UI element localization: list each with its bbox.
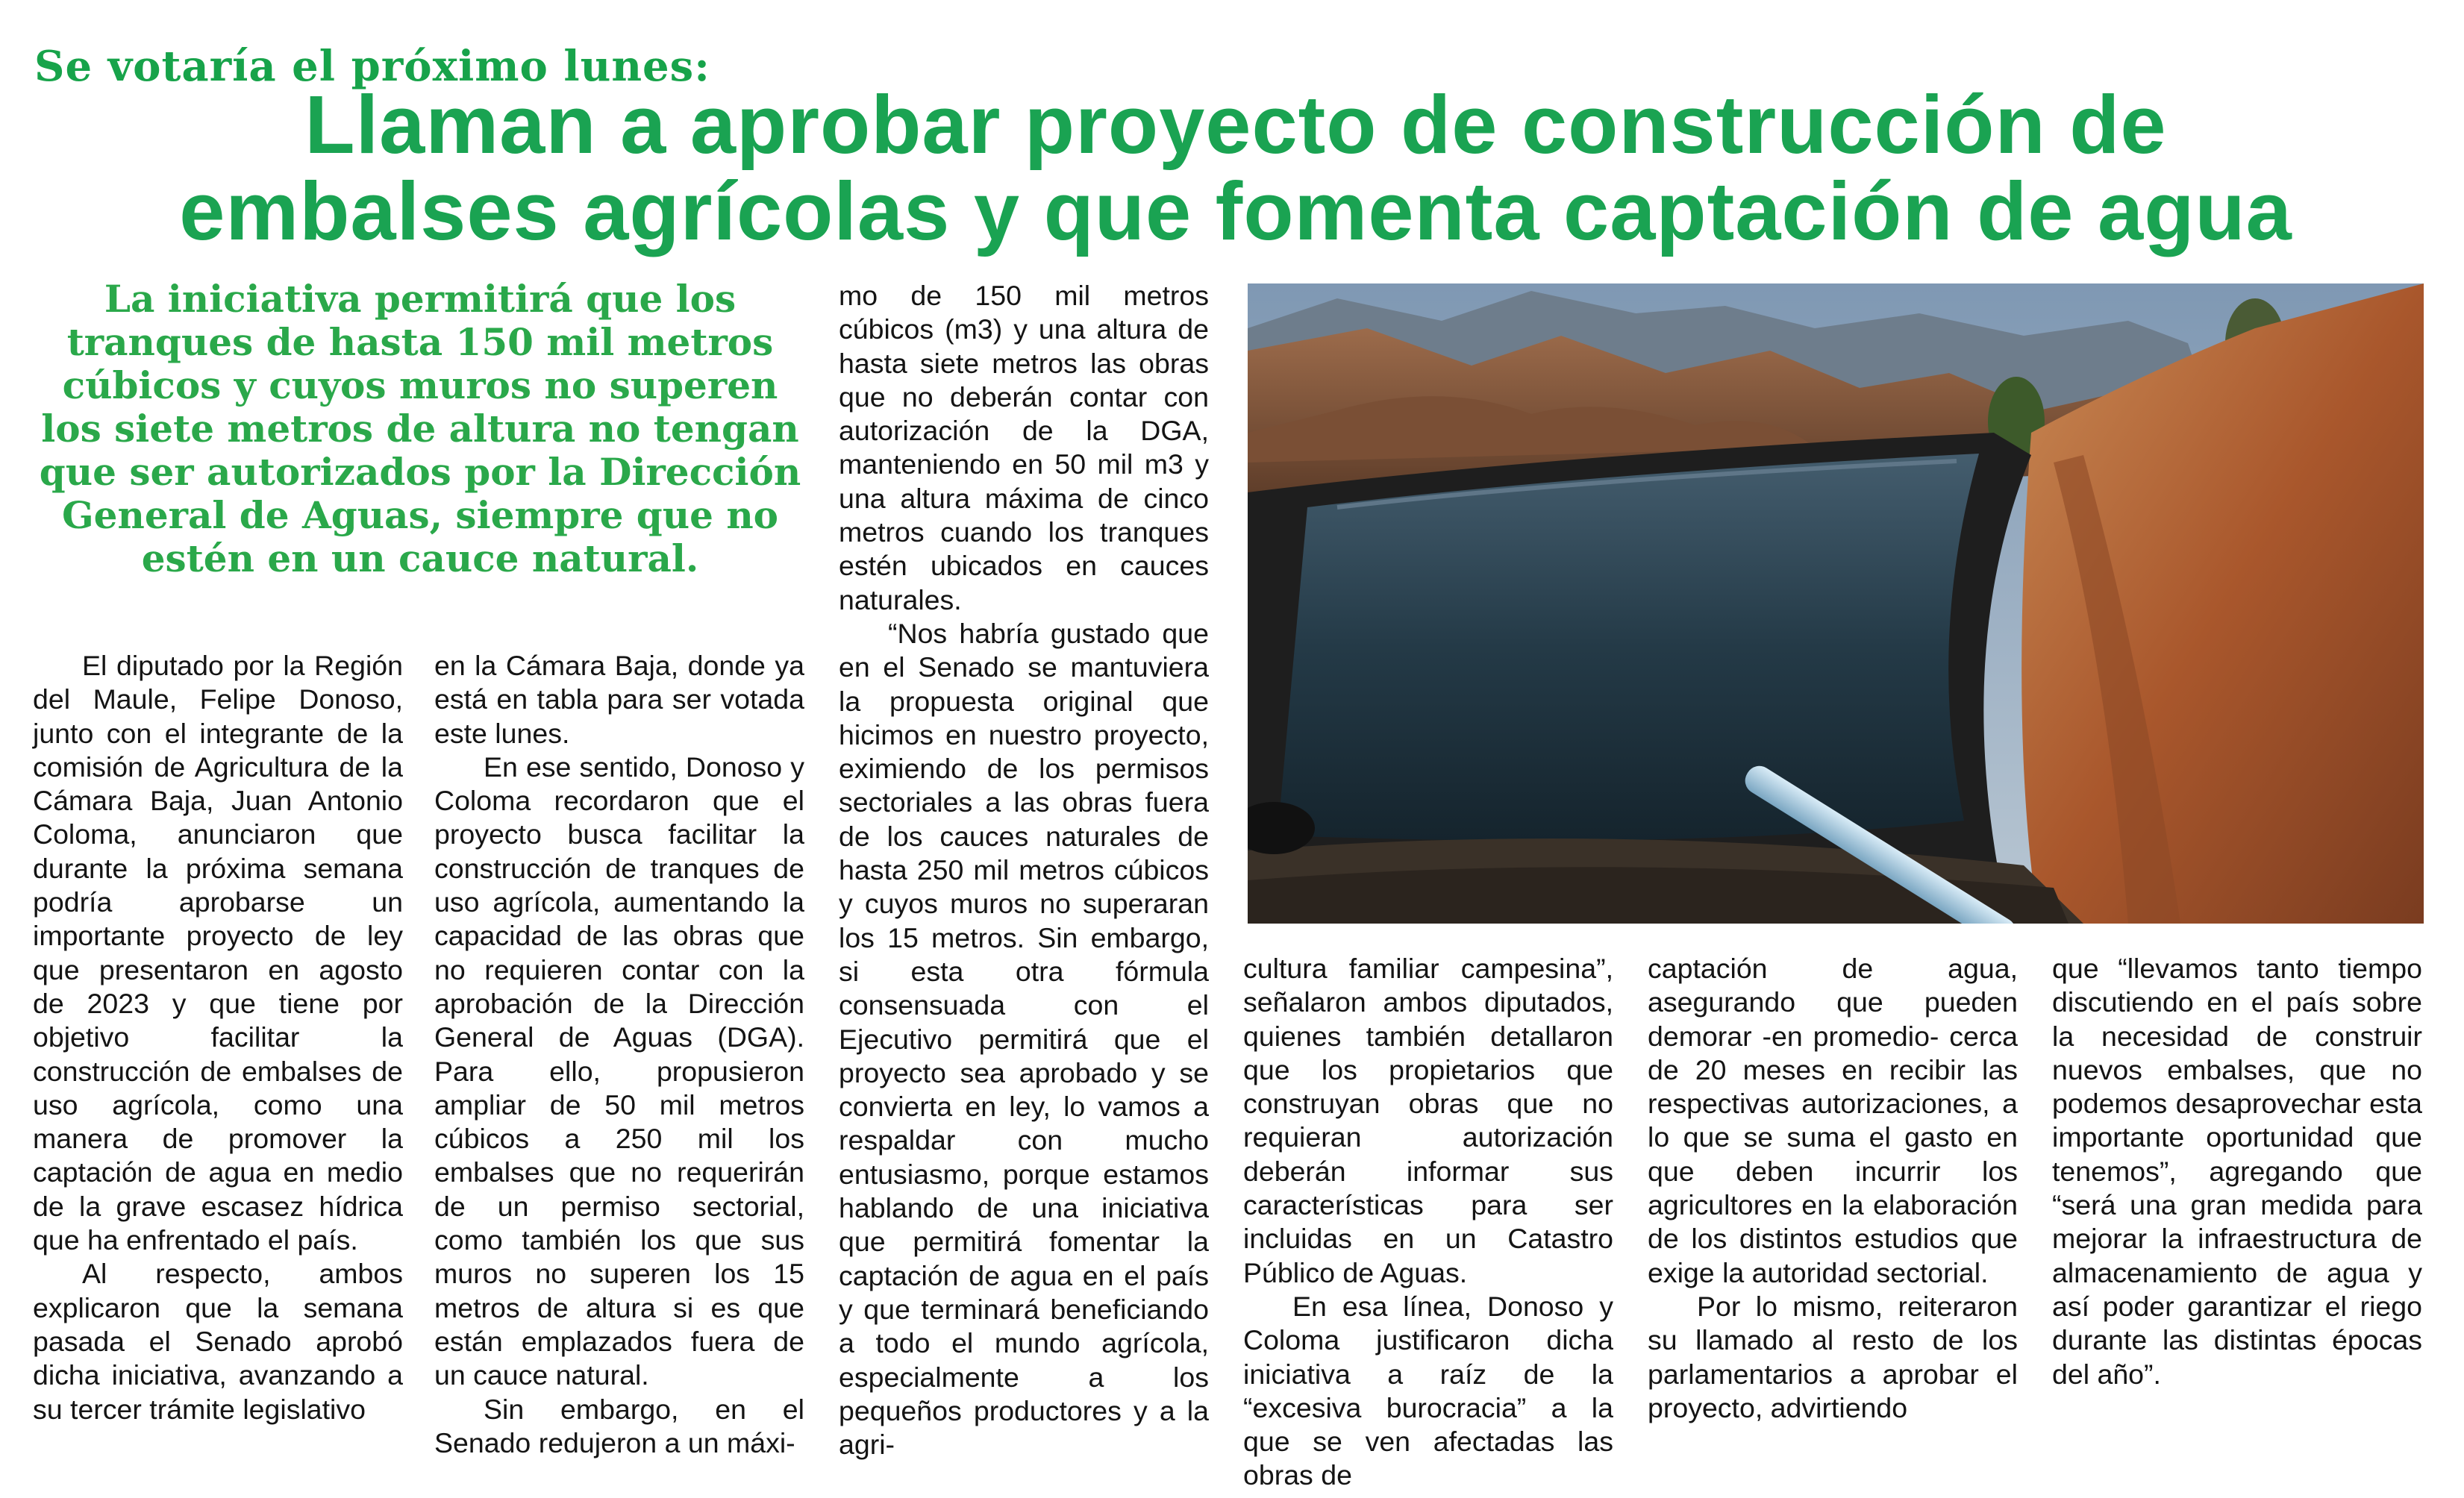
reservoir-photo [1248, 283, 2424, 924]
column-4 [1243, 952, 1613, 1493]
paragraph: mo de 150 mil metros cúbicos (m3) y una altura de hasta siete metros las obras que no deberán contar con autorización de la DGA, manteniendo en 50 mil m3 y una altura máxima de cinco metros cuando los tranques estén ubicados en cauces naturales. [839, 280, 1209, 615]
paragraph: En esa línea, Donoso y Coloma justificaron dicha iniciativa a raíz de la “excesiva burocracia” a la que se ven afectadas las obras de [1243, 1290, 1613, 1491]
paragraph: en la Cámara Baja, donde ya está en tabla para ser votada este lunes. [434, 650, 804, 749]
paragraph: cultura familiar campesina”, señalaron ambos diputados, quienes también detallaron que los propietarios que construyan obras que no requieran autorización deberán informar sus características para ser incluidas en un Catastro Público de Aguas. [1243, 953, 1613, 1288]
deck-subheadline: La iniciativa permitirá que los tranques de hasta 150 mil metros cúbicos y cuyos muros no superen los siete metros de altura no tengan que ser autorizados por la Dirección General de Aguas, siempre que no estén en un cauce natural. [39, 277, 801, 580]
photo [1248, 283, 2424, 924]
headline-line-1: Llaman a aprobar proyecto de construcción de [304, 79, 2167, 171]
paragraph: Al respecto, ambos explicaron que la semana pasada el Senado aprobó dicha iniciativa, avanzando a su tercer trámite legislativo [33, 1258, 403, 1425]
paragraph: Sin embargo, en el Senado redujeron a un máxi- [434, 1393, 804, 1458]
paragraph: Por lo mismo, reiteraron su llamado al resto de los parlamentarios a aprobar el proyecto, advirtiendo [1648, 1290, 2018, 1423]
column-6 [2052, 952, 2422, 1391]
column-5 [1648, 952, 2018, 1425]
paragraph: El diputado por la Región del Maule, Felipe Donoso, junto con el integrante de la comisión de Agricultura de la Cámara Baja, Juan Antonio Coloma, anunciaron que durante la próxima semana podría aprobarse un importante proyecto de ley que presentaron en agosto de 2023 y que tiene por objetivo facilitar la construcción de embalses de uso agrícola, como una manera de promover la captación de agua en medio de la grave escasez hídrica que ha enfrentado el país. [33, 650, 403, 1256]
paragraph: “Nos habría gustado que en el Senado se mantuviera la propuesta original que hicimos en nuestro proyecto, eximiendo de los permisos sectoriales a las obras fuera de los cauces naturales de hasta 250 mil metros cúbicos y cuyos muros no superaran los 15 metros. Sin embargo, si esta otra fórmula consensuada con el Ejecutivo permitirá que el proyecto sea aprobado y se convierta en ley, lo vamos a respaldar con mucho entusiasmo, porque estamos hablando de una iniciativa que permitirá fomentar la captación de agua en el país y que terminará beneficiando a todo el mundo agrícola, especialmente a los pequeños productores y a la agri- [839, 617, 1209, 1461]
column-1 [33, 649, 403, 1426]
kicker: Se votaría el próximo lunes: [34, 42, 710, 91]
headline [34, 79, 2437, 257]
paragraph: que “llevamos tanto tiempo discutiendo en el país sobre la necesidad de construir nuevos embalses, que no podemos desaprovechar esta importante oportunidad que tenemos”, agregando que “será una gran medida para mejorar la infraestructura de almacenamiento de agua y así poder garantizar el riego durante las distintas épocas del año”. [2052, 953, 2422, 1390]
column-2 [434, 649, 804, 1460]
paragraph: En ese sentido, Donoso y Coloma recordaron que el proyecto busca facilitar la construcción de tranques de uso agrícola, aumentando la capacidad de las obras que no requieren contar con la aprobación de la Dirección General de Aguas (DGA). Para ello, propusieron ampliar de 50 mil metros cúbicos a 250 mil los embalses que no requerirán de un permiso sectorial, como también los que sus muros no superen los 15 metros de altura si es que están emplazados fuera de un cauce natural. [434, 750, 804, 1391]
headline-line-2: embalses agrícolas y que fomenta captación de agua [179, 166, 2292, 257]
paragraph: captación de agua, asegurando que pueden demorar -en promedio- cerca de 20 meses en recibir las respectivas autorizaciones, a lo que se suma el gasto en que deben incurrir los agricultores en la elaboración de los distintos estudios que exige la autoridad sectorial. [1648, 953, 2018, 1288]
column-3 [839, 279, 1209, 1461]
